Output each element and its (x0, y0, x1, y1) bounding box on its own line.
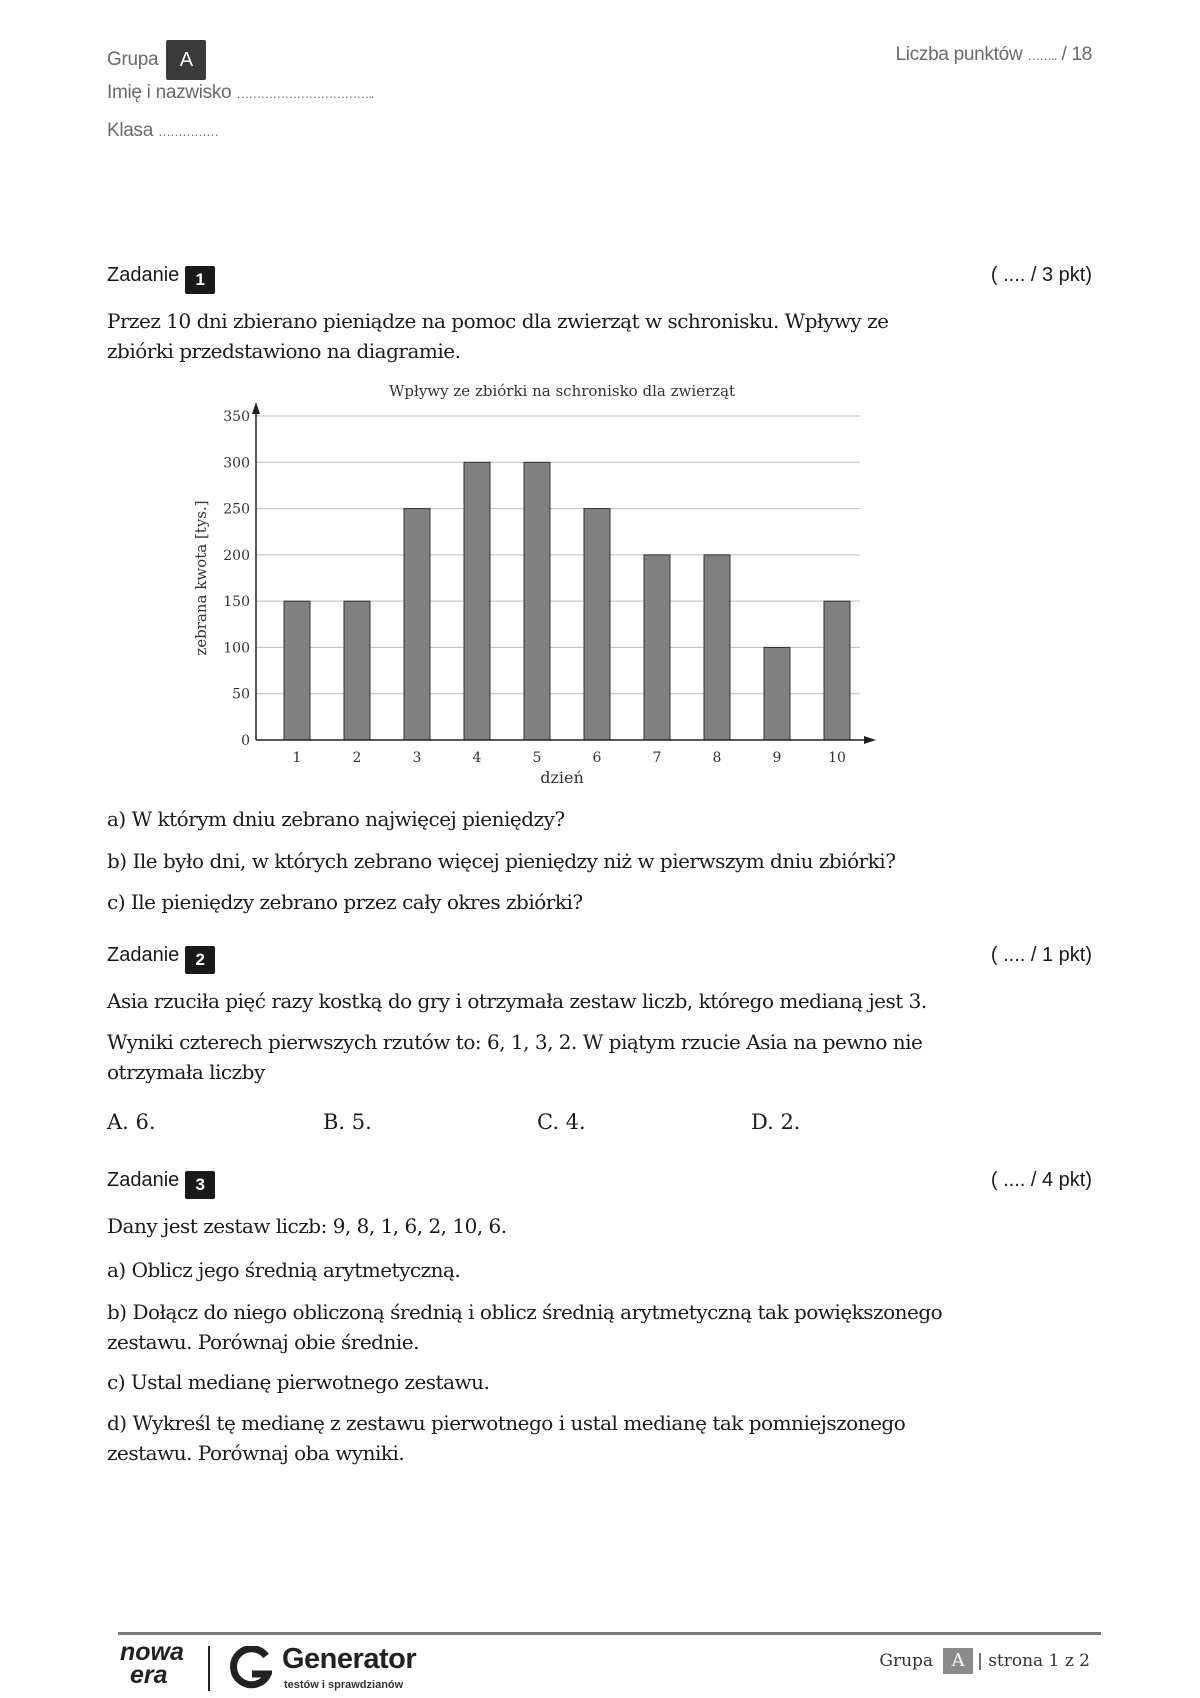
task3-points: ( .... / 4 pkt) (990, 1169, 1092, 1191)
chart-bar (764, 647, 790, 740)
x-tick-labels (293, 750, 846, 766)
points-total: / 18 (1061, 44, 1092, 65)
task1-bar-chart (180, 378, 900, 798)
name-label: Imię i nazwisko (107, 82, 232, 103)
task3-question-c: c) Ustal medianę pierwotnego zestawu. (107, 1370, 490, 1394)
footer-rule (118, 1632, 1101, 1635)
task3-title-text: Zadanie (107, 1169, 180, 1191)
generator-logo-subtitle: testów i sprawdzianów (284, 1679, 404, 1691)
task1-title (107, 264, 215, 294)
task3-number: 3 (185, 1171, 215, 1199)
task1-intro-line1: Przez 10 dni zbierano pieniądze na pomoc dla zwierząt w schronisku. Wpływy ze (107, 309, 889, 333)
y-tick-label: 200 (223, 547, 250, 564)
chart-bar (824, 601, 850, 740)
chart-bar (644, 555, 670, 740)
x-tick-label: 8 (712, 750, 722, 766)
nowa-era-logo (120, 1638, 184, 1689)
task1-intro (107, 306, 987, 366)
task3-title (107, 1169, 215, 1199)
logo-separator (208, 1646, 210, 1691)
points-field (896, 44, 1092, 66)
task2-number: 2 (185, 946, 215, 974)
chart-title: Wpływy ze zbiórki na schronisko dla zwierząt (388, 382, 736, 400)
task2-header (107, 938, 1092, 974)
task1-question-a: a) W którym dniu zebrano najwięcej pieniędzy? (107, 807, 565, 831)
y-tick-label: 300 (223, 455, 250, 472)
task1-question-b: b) Ile było dni, w których zebrano więcej pieniędzy niż w pierwszym dniu zbiórki? (107, 849, 896, 873)
task3-question-b (107, 1297, 987, 1357)
task3-intro: Dany jest zestaw liczb: 9, 8, 1, 6, 2, 10, 6. (107, 1214, 507, 1238)
chart-bar (524, 462, 550, 740)
footer-group-badge: A (943, 1648, 973, 1674)
x-tick-label: 4 (472, 750, 482, 766)
task2-title (107, 944, 215, 974)
name-dots: …………………………….. (236, 86, 374, 101)
footer-page-number: | strona 1 z 2 (977, 1651, 1090, 1671)
task2-option-a: A. 6. (107, 1110, 156, 1134)
task1-header (107, 258, 1092, 294)
x-tick-label: 10 (828, 750, 846, 766)
points-label: Liczba punktów (895, 44, 1023, 65)
generator-g-icon (230, 1646, 272, 1690)
task2-option-c: C. 4. (537, 1110, 586, 1134)
generator-logo-text: Generator (282, 1643, 417, 1675)
x-tick-label: 2 (352, 750, 362, 766)
name-field (107, 82, 374, 104)
group-label: Grupa (107, 49, 159, 71)
footer-group-label: Grupa (879, 1651, 934, 1671)
y-axis-label: zebrana kwota [tys.] (192, 500, 210, 656)
task1-number: 1 (185, 266, 215, 294)
y-tick-label: 0 (241, 733, 250, 749)
task3-question-a: a) Oblicz jego średnią arytmetyczną. (107, 1258, 461, 1282)
task2-text (107, 1027, 987, 1087)
y-tick-labels (223, 409, 250, 749)
group-badge: A (166, 40, 206, 80)
y-axis-arrow (252, 402, 260, 414)
logo-nowa-text: nowa (120, 1638, 184, 1666)
y-tick-label: 350 (223, 409, 250, 425)
task3-question-d-line2: zestawu. Porównaj oba wyniki. (107, 1441, 405, 1465)
x-axis-label: dzień (540, 768, 584, 787)
group-label-line (107, 40, 206, 80)
task2-option-d: D. 2. (751, 1110, 801, 1134)
task1-title-text: Zadanie (107, 264, 180, 286)
task1-intro-line2: zbiórki przedstawiono na diagramie. (107, 339, 461, 363)
x-tick-label: 9 (772, 750, 782, 766)
task2-line3: otrzymała liczby (107, 1060, 265, 1084)
chart-bar (584, 509, 610, 740)
class-field (107, 120, 218, 142)
class-dots: …………… (158, 124, 219, 139)
task2-option-b: B. 5. (323, 1110, 372, 1134)
y-tick-label: 250 (223, 501, 250, 518)
task2-line2: Wyniki czterech pierwszych rzutów to: 6, 1, 3, 2. W piątym rzucie Asia na pewno nie (107, 1030, 923, 1054)
x-tick-label: 5 (532, 750, 542, 766)
task3-question-d-line1: d) Wykreśl tę medianę z zestawu pierwotnego i ustal medianę tak pomniejszonego (107, 1411, 906, 1435)
y-tick-label: 100 (223, 640, 250, 657)
x-tick-label: 7 (652, 750, 662, 766)
task3-question-b-line2: zestawu. Porównaj obie średnie. (107, 1330, 419, 1354)
y-tick-label: 50 (232, 686, 250, 703)
task2-line1: Asia rzuciła pięć razy kostką do gry i otrzymała zestaw liczb, którego medianą jest 3. (107, 989, 927, 1013)
footer-page-info (879, 1648, 1090, 1674)
x-tick-label: 1 (292, 750, 302, 766)
points-dots: …….. (1027, 48, 1057, 63)
chart-bar (404, 509, 430, 740)
task1-question-c: c) Ile pieniędzy zebrano przez cały okres zbiórki? (107, 890, 583, 914)
task3-question-d (107, 1408, 987, 1468)
chart-bar (704, 555, 730, 740)
task1-points: ( .... / 3 pkt) (990, 264, 1092, 286)
chart-bar (284, 601, 310, 740)
task2-points: ( .... / 1 pkt) (990, 944, 1092, 966)
logo-era-text: era (130, 1661, 168, 1689)
x-tick-label: 6 (592, 750, 602, 766)
x-tick-label: 3 (412, 750, 422, 766)
task3-question-b-line1: b) Dołącz do niego obliczoną średnią i oblicz średnią arytmetyczną tak powiększonego (107, 1300, 943, 1324)
chart-bar (464, 462, 490, 740)
task2-title-text: Zadanie (107, 944, 180, 966)
y-tick-label: 150 (223, 594, 250, 611)
class-label: Klasa (107, 120, 154, 141)
chart-bar (344, 601, 370, 740)
task3-header (107, 1163, 1092, 1199)
x-axis-arrow (864, 736, 876, 744)
